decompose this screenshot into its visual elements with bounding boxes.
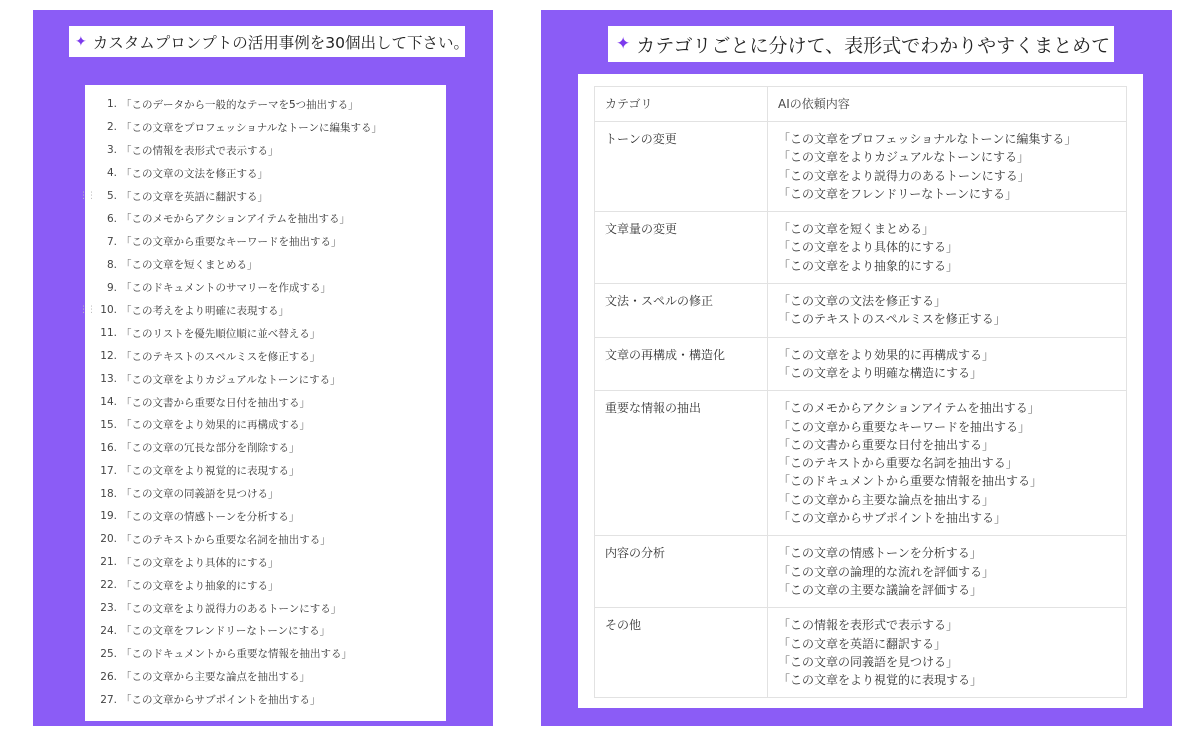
category-cell: 文章の再構成・構造化: [595, 337, 768, 391]
list-item-text: 「このドキュメントから重要な情報を抽出する」: [121, 648, 352, 661]
request-line: 「この文章から主要な論点を抽出する」: [778, 492, 995, 507]
list-item: [85, 688, 446, 711]
list-item: [85, 642, 446, 665]
category-table: [594, 86, 1127, 698]
list-item-number: 3.: [106, 144, 117, 157]
request-line: 「この文章をプロフェッショナルなトーンに編集する」: [778, 132, 1077, 146]
list-item-text: 「この文章をより抽象的にする」: [121, 579, 279, 592]
list-item-number: 9.: [106, 281, 117, 294]
request-line: 「この文章からサブポイントを抽出する」: [778, 511, 1007, 526]
list-item-text: 「このデータから一般的なテーマを5つ抽出する」: [121, 98, 359, 111]
list-item-number: 6.: [106, 212, 117, 225]
list-item-number: 22.: [100, 579, 117, 592]
requests-cell: [768, 391, 1127, 536]
list-item-number: 25.: [100, 647, 117, 660]
table-header-row: [595, 87, 1127, 122]
requests-cell: [768, 284, 1127, 338]
list-item-text: 「この文章をプロフェッショナルなトーンに編集する」: [121, 121, 383, 134]
request-line: 「この文章の論理的な流れを評価する」: [778, 564, 995, 579]
list-item-text: 「この文章をより視覚的に表現する」: [121, 465, 300, 478]
category-cell: 文章量の変更: [595, 212, 768, 284]
list-item: [85, 368, 446, 391]
requests-cell: [768, 122, 1127, 212]
list-item-number: 1.: [106, 98, 117, 111]
sparkle-icon: ✦: [616, 34, 631, 54]
table-row: [595, 391, 1127, 536]
list-item: [79, 299, 446, 322]
list-item: [85, 207, 446, 230]
header-requests: AIの依頼内容: [768, 87, 1127, 122]
list-item: [85, 574, 446, 597]
requests-cell: [768, 337, 1127, 391]
category-cell: 内容の分析: [595, 536, 768, 608]
numbered-list: [79, 93, 446, 711]
request-line: 「この文章をフレンドリーなトーンにする」: [778, 186, 1017, 201]
list-item-number: 12.: [100, 350, 117, 363]
list-item: [85, 597, 446, 620]
request-line: 「このメモからアクションアイテムを抽出する」: [778, 401, 1040, 416]
drag-handle-icon[interactable]: ⋮⋮: [79, 191, 95, 201]
list-item: [85, 482, 446, 505]
list-item-text: 「この文章をフレンドリーなトーンにする」: [121, 625, 331, 638]
category-cell: トーンの変更: [595, 122, 768, 212]
list-item-text: 「この文章から主要な論点を抽出する」: [121, 671, 310, 684]
list-item-number: 15.: [100, 418, 117, 431]
prompt-text: カスタムプロンプトの活用事例を30個出して下さい。: [92, 33, 469, 52]
prompt-input-right[interactable]: [608, 26, 1114, 62]
sparkle-icon: ✦: [75, 33, 87, 50]
list-item-text: 「この文章をより説得力のあるトーンにする」: [121, 602, 342, 615]
list-item-text: 「この文章の冗長な部分を削除する」: [121, 442, 300, 455]
prompt-input-left[interactable]: [69, 26, 469, 57]
request-line: 「この文章の同義語を見つける」: [778, 654, 959, 669]
list-item-text: 「この文章をより効果的に再構成する」: [121, 419, 310, 432]
request-line: 「この文章をより抽象的にする」: [778, 258, 959, 273]
category-cell: その他: [595, 608, 768, 698]
list-item-text: 「この文章からサブポイントを抽出する」: [121, 694, 321, 707]
table-row: [595, 284, 1127, 338]
list-item: [85, 505, 446, 528]
category-cell: 文法・スペルの修正: [595, 284, 768, 338]
list-item: [85, 276, 446, 299]
table-row: [595, 122, 1127, 212]
request-line: 「このテキストのスペルミスを修正する」: [778, 312, 1006, 327]
request-line: 「この文章をより説得力のあるトーンにする」: [778, 168, 1030, 183]
list-item: [85, 528, 446, 551]
list-item: [85, 413, 446, 436]
list-item-text: 「このテキストから重要な名詞を抽出する」: [121, 533, 331, 546]
list-item-number: 20.: [100, 533, 117, 546]
list-item-number: 21.: [100, 556, 117, 569]
request-line: 「この文章をより明確な構造にする」: [778, 365, 983, 380]
requests-cell: [768, 536, 1127, 608]
list-item-number: 4.: [106, 167, 117, 180]
list-item-number: 8.: [106, 258, 117, 271]
request-line: 「この文章をより視覚的に表現する」: [778, 673, 983, 688]
request-line: 「この文章の情感トーンを分析する」: [778, 546, 982, 561]
list-item-text: 「この文章をよりカジュアルなトーンにする」: [121, 373, 341, 386]
table-row: [595, 536, 1127, 608]
request-line: 「この文章をより具体的にする」: [778, 240, 959, 255]
list-item-number: 19.: [100, 510, 117, 523]
prompt-panel-left: [33, 10, 493, 726]
list-item-number: 5.: [106, 190, 117, 202]
prompt-text: カテゴリごとに分けて、表形式でわかりやすくまとめて: [636, 34, 1111, 57]
list-item-number: 27.: [100, 693, 117, 706]
list-item-text: 「この文章の文法を修正する」: [121, 167, 268, 180]
list-item: [85, 116, 446, 139]
list-item-text: 「このメモからアクションアイテムを抽出する」: [121, 213, 351, 226]
prompt-panel-right: [541, 10, 1172, 726]
list-item-text: 「この文章の情感トーンを分析する」: [121, 510, 300, 523]
list-item-text: 「この文章から重要なキーワードを抽出する」: [121, 236, 342, 249]
list-item-number: 13.: [100, 373, 117, 386]
request-line: 「この文章から重要なキーワードを抽出する」: [778, 419, 1031, 434]
request-line: 「この文章を英語に翻訳する」: [778, 636, 947, 651]
list-item: [85, 436, 446, 459]
request-line: 「この文章の主要な議論を評価する」: [778, 582, 983, 597]
list-item: [85, 619, 446, 642]
request-line: 「この文章の文法を修正する」: [778, 294, 947, 309]
list-item: [85, 665, 446, 688]
list-item-number: 18.: [100, 487, 117, 500]
request-line: 「この文章をより効果的に再構成する」: [778, 347, 995, 362]
list-item-number: 7.: [106, 235, 117, 248]
drag-handle-icon[interactable]: ⋮⋮: [79, 305, 95, 316]
list-item: [85, 459, 446, 482]
request-line: 「この文章を短くまとめる」: [778, 222, 935, 237]
request-line: 「この文書から重要な日付を抽出する」: [778, 437, 995, 452]
list-item: [85, 345, 446, 368]
list-item-number: 26.: [100, 670, 117, 683]
list-item-number: 2.: [106, 121, 117, 134]
request-line: 「このドキュメントから重要な情報を抽出する」: [778, 474, 1043, 489]
list-item: [85, 162, 446, 185]
list-item: [85, 93, 446, 116]
list-item-number: 16.: [100, 441, 117, 454]
list-item-number: 24.: [100, 624, 117, 637]
list-item: [79, 185, 446, 208]
requests-cell: [768, 608, 1127, 698]
header-category: カテゴリ: [595, 87, 768, 122]
list-item-text: 「このドキュメントのサマリーを作成する」: [121, 282, 331, 295]
list-item-text: 「この文書から重要な日付を抽出する」: [121, 396, 310, 409]
list-item-number: 11.: [100, 327, 117, 340]
list-item-number: 10.: [100, 304, 117, 317]
list-item-text: 「この文章を短くまとめる」: [121, 259, 258, 272]
request-line: 「このテキストから重要な名詞を抽出する」: [778, 456, 1018, 471]
list-item-text: 「このリストを優先順位順に並べ替える」: [121, 327, 321, 340]
requests-cell: [768, 212, 1127, 284]
list-item-text: 「この考えをより明確に表現する」: [121, 304, 289, 317]
request-line: 「この情報を表形式で表示する」: [778, 618, 959, 633]
list-item-text: 「この文章をより具体的にする」: [121, 556, 279, 569]
list-item-text: 「この情報を表形式で表示する」: [121, 144, 279, 157]
list-item: [85, 551, 446, 574]
request-line: 「この文章をよりカジュアルなトーンにする」: [778, 150, 1030, 165]
list-item-text: 「この文章の同義語を見つける」: [121, 488, 279, 501]
list-item: [85, 253, 446, 276]
list-item: [85, 139, 446, 162]
table-row: [595, 212, 1127, 284]
table-row: [595, 337, 1127, 391]
list-item-number: 23.: [100, 602, 117, 615]
list-item-text: 「この文章を英語に翻訳する」: [121, 190, 268, 203]
list-item: [85, 230, 446, 253]
category-cell: 重要な情報の抽出: [595, 391, 768, 536]
table-row: [595, 608, 1127, 698]
list-item: [85, 322, 446, 345]
list-item: [85, 391, 446, 414]
response-table-container: [578, 74, 1143, 708]
list-item-number: 17.: [100, 464, 117, 477]
list-item-number: 14.: [100, 396, 117, 409]
list-item-text: 「このテキストのスペルミスを修正する」: [121, 350, 321, 363]
response-list: [79, 85, 446, 721]
